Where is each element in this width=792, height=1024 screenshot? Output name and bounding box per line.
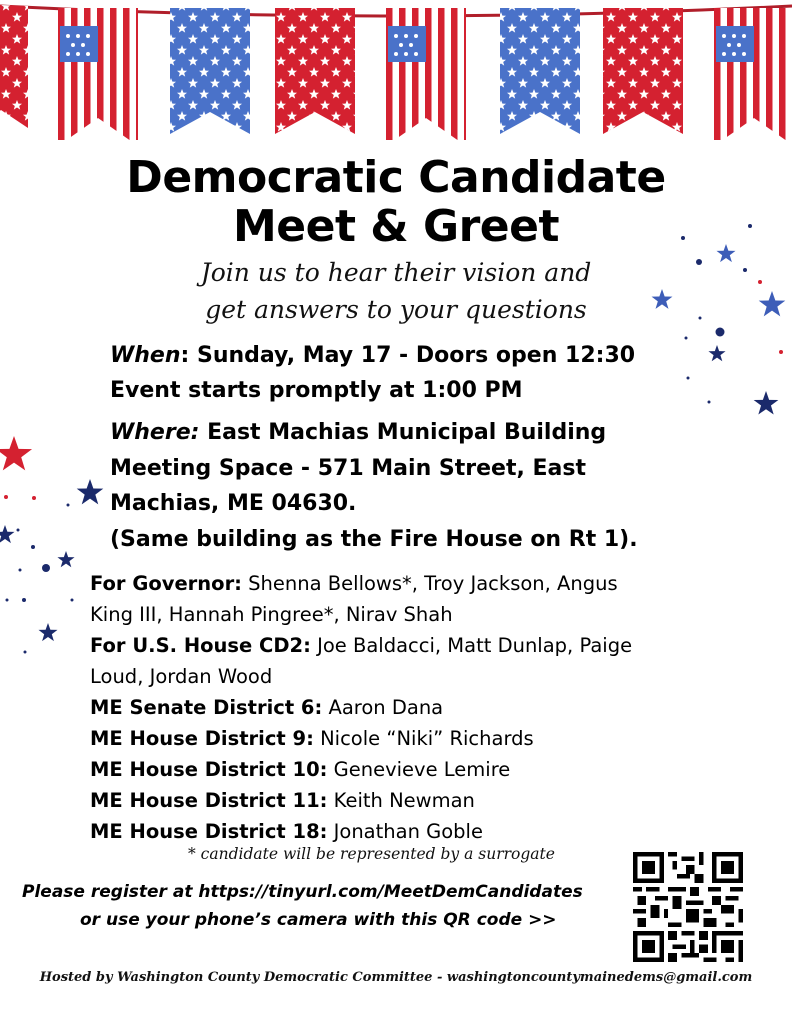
us-house-row (90, 630, 710, 661)
governor-row (90, 568, 710, 599)
title-line-1: Democratic Candidate (126, 152, 666, 203)
district-row (90, 785, 710, 816)
district-row (90, 692, 710, 723)
governor-row-cont: King III, Hannah Pingree*, Nirav Shah (90, 603, 453, 626)
bunting-banner (0, 0, 792, 140)
district-names: Jonathan Goble (327, 820, 483, 843)
district-names: Aaron Dana (322, 696, 444, 719)
where-line (110, 415, 750, 450)
district-names: Keith Newman (327, 789, 475, 812)
district-row (90, 723, 710, 754)
where-label: Where: (110, 420, 200, 445)
district-label: ME House District 9: (90, 727, 314, 750)
district-label: ME House District 11: (90, 789, 328, 812)
where-text: East Machias Municipal Building (199, 420, 607, 445)
district-names: Genevieve Lemire (327, 758, 511, 781)
footer-host: Hosted by Washington County Democratic Committee - washingtoncountymainedems@gmail.com (39, 970, 753, 985)
governor-label: For Governor: (90, 572, 242, 595)
governor-names: Shenna Bellows*, Troy Jackson, Angus (241, 572, 618, 595)
subtitle-line-2: get answers to your questions (205, 295, 587, 324)
us-house-row-cont: Loud, Jordan Wood (90, 665, 273, 688)
candidate-list (90, 568, 710, 847)
district-row (90, 816, 710, 847)
district-label: ME House District 10: (90, 758, 328, 781)
district-row (90, 754, 710, 785)
surrogate-note: * candidate will be represented by a surrogate (188, 845, 555, 863)
title-line-2: Meet & Greet (232, 201, 560, 252)
us-house-names: Joe Baldacci, Matt Dunlap, Paige (310, 634, 633, 657)
when-text: : Sunday, May 17 - Doors open 12:30 (180, 343, 636, 368)
event-start-line: Event starts promptly at 1:00 PM (110, 378, 523, 403)
district-names: Nicole “Niki” Richards (313, 727, 534, 750)
where-line-2: Meeting Space - 571 Main Street, East (110, 456, 586, 481)
when-label: When (110, 343, 181, 368)
subtitle-line-1: Join us to hear their vision and (200, 258, 592, 287)
district-label: ME Senate District 6: (90, 696, 323, 719)
where-line-3: Machias, ME 04630. (110, 491, 357, 516)
register-qr-line: or use your phone’s camera with this QR code >> (80, 910, 557, 930)
register-link-line[interactable]: Please register at https://tinyurl.com/MeetDemCandidates (22, 882, 583, 902)
us-house-label: For U.S. House CD2: (90, 634, 311, 657)
qr-code[interactable] (633, 852, 743, 962)
when-line (110, 338, 750, 373)
where-line-4: (Same building as the Fire House on Rt 1). (110, 527, 638, 552)
district-label: ME House District 18: (90, 820, 328, 843)
